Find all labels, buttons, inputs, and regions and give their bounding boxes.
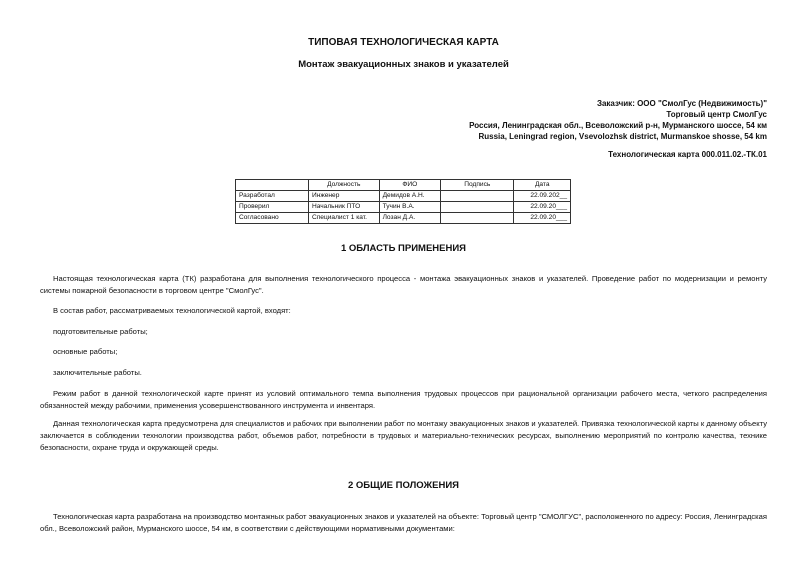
table-header-cell: Дата xyxy=(514,180,571,191)
table-header-cell: Подпись xyxy=(441,180,514,191)
table-header-cell: ФИО xyxy=(379,180,441,191)
list-item: основные работы; xyxy=(53,347,118,356)
list-item: заключительные работы. xyxy=(53,368,142,377)
table-cell xyxy=(441,202,514,213)
table-cell xyxy=(441,191,514,202)
section-1-heading: 1 ОБЛАСТЬ ПРИМЕНЕНИЯ xyxy=(340,243,467,254)
table-cell: 22.09.20___ xyxy=(514,202,571,213)
table-cell: Тучин В.А. xyxy=(379,202,441,213)
section-2-paragraph: Технологическая карта разработана на производство монтажных работ эвакуационных знаков и указателей на объекте: Торговый центр "СМОЛГУС", расположенного по адресу: Россия, Ленинградская обл., Всеволожский район, Мурманского шоссе, 54 км, в соответствии с действующими нормативными документами: xyxy=(40,512,767,533)
table-cell: Начальник ПТО xyxy=(308,202,379,213)
table-header-cell xyxy=(236,180,309,191)
customer-address: Россия, Ленинградская обл., Всеволожский р-н, Мурманского шоссе, 54 км xyxy=(469,121,767,130)
customer-address-en: Russia, Leningrad region, Vsevolozhsk district, Murmanskoe shosse, 54 km xyxy=(478,132,767,141)
section-1-intro: В состав работ, рассматриваемых технологической картой, входят: xyxy=(53,306,291,315)
table-cell: Согласовано xyxy=(236,213,309,224)
table-header-row xyxy=(236,180,571,191)
customer-line: Торговый центр СмолГус xyxy=(666,110,767,119)
table-row xyxy=(236,213,571,224)
table-row xyxy=(236,202,571,213)
table-cell: Разработал xyxy=(236,191,309,202)
approval-table xyxy=(235,179,571,224)
table-header-cell: Должность xyxy=(308,180,379,191)
table-cell: Инженер xyxy=(308,191,379,202)
document-subtitle: Монтаж эвакуационных знаков и указателей xyxy=(298,59,509,70)
table-cell xyxy=(441,213,514,224)
table-row xyxy=(236,191,571,202)
list-item: подготовительные работы; xyxy=(53,327,148,336)
customer-block xyxy=(469,98,767,142)
section-1-paragraph: Настоящая технологическая карта (ТК) разработана для выполнения технологического процесса - монтажа эвакуационных знаков и указателей. Проведение работ по модернизации и ремонту системы пожарной безопасности в торговом центре "СмолГус". xyxy=(40,274,767,295)
table-cell: 22.09.202__ xyxy=(514,191,571,202)
section-2-heading: 2 ОБЩИЕ ПОЛОЖЕНИЯ xyxy=(348,480,459,491)
section-1-paragraph: Режим работ в данной технологической карте принят из условий оптимального темпа выполнения трудовых процессов при рациональной организации рабочего места, четкого распределения обязанностей между рабочими, применения усовершенствованного инструмента и инвентаря. xyxy=(40,389,767,410)
table-cell: Демидов А.Н. xyxy=(379,191,441,202)
section-1-paragraph: Данная технологическая карта предусмотрена для специалистов и рабочих при выполнении работ по монтажу эвакуационных знаков и указателей. Привязка технологической карты к данному объекту заключается в соблюдении технологии производства работ, объемов работ, потребности в трудовых и материально-технических ресурсах, выполнению мероприятий по контролю качества, технике безопасности, охране труда и окружающей среды. xyxy=(40,419,767,452)
document-title: ТИПОВАЯ ТЕХНОЛОГИЧЕСКАЯ КАРТА xyxy=(308,37,499,48)
table-cell: Лозан Д.А. xyxy=(379,213,441,224)
table-cell: Специалист 1 кат. xyxy=(308,213,379,224)
customer-line: Заказчик: ООО "СмолГус (Недвижимость)" xyxy=(596,99,767,108)
table-cell: Проверил xyxy=(236,202,309,213)
card-number: Технологическая карта 000.011.02.-ТК.01 xyxy=(608,150,767,159)
table-cell: 22.09.20___ xyxy=(514,213,571,224)
